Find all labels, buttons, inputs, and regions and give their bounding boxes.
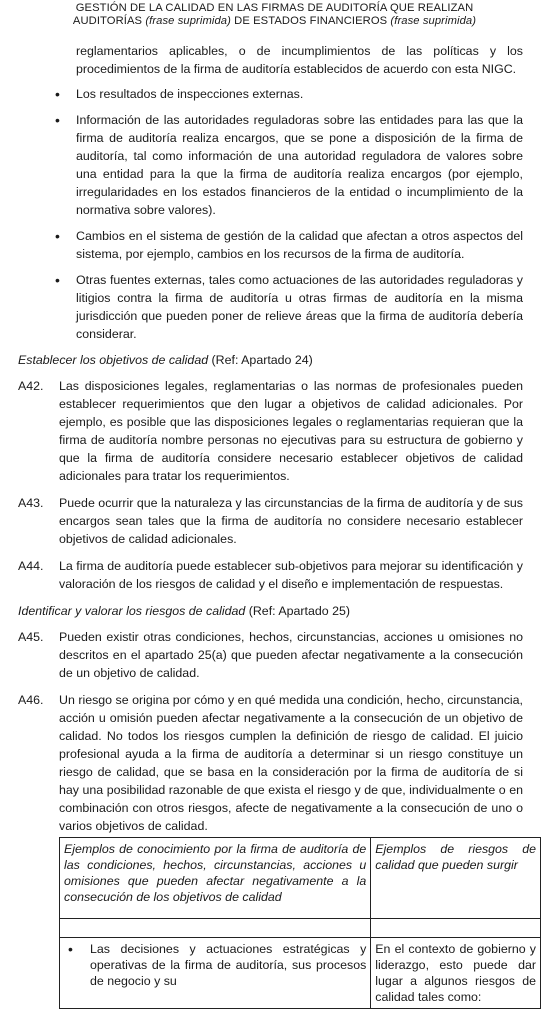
paragraph-a42 bbox=[18, 377, 523, 485]
document-body bbox=[0, 42, 549, 1009]
paragraph-number: A45. bbox=[18, 630, 44, 644]
bullet-item: • Información de las autoridades reguladoras sobre las entidades para las que la firma de auditoría realiza encargos, que se pone a disposición de la firma de auditoría, tal como información de una autoridad reguladora de valores sobre una entidad para la que la firma de auditoría realiza encargos (por ejemplo, irregularidades en los estados financieros de la entidad o incumplimiento de la normativa sobre valores). bbox=[18, 111, 523, 219]
bullet-item: • Cambios en el sistema de gestión de la calidad que afectan a otros aspectos del sistema, por ejemplo, cambios en los recursos de la firma de auditoría. bbox=[18, 227, 523, 263]
paragraph-number: A44. bbox=[18, 559, 44, 573]
examples-table bbox=[59, 837, 541, 1009]
paragraph-a46 bbox=[18, 691, 523, 835]
bullet-item: • Los resultados de inspecciones externas. bbox=[18, 85, 523, 103]
paragraph-a43 bbox=[18, 494, 523, 548]
page-header bbox=[0, 0, 549, 30]
paragraph-text: Pueden existir otras condiciones, hechos, circunstancias, acciones u omisiones no descritos en el apartado 25(a) que pueden afectar negativamente a la consecución de un objetivo de calidad. bbox=[59, 630, 523, 680]
paragraph-number: A46. bbox=[18, 693, 44, 707]
paragraph-a45 bbox=[18, 628, 523, 682]
table-header-row bbox=[60, 838, 541, 919]
table-header-right: Ejemplos de riesgos de calidad que pueden surgir bbox=[371, 838, 541, 919]
paragraph-text: La firma de auditoría puede establecer sub-objetivos para mejorar su identificación y valoración de los riesgos de calidad y el diseño e implementación de respuestas. bbox=[59, 559, 523, 591]
paragraph-number: A43. bbox=[18, 496, 44, 510]
paragraph-text: Puede ocurrir que la naturaleza y las circunstancias de la firma de auditoría y de sus encargos sean tales que la firma de auditoría no considere necesario establecer objetivos de calidad adicionales. bbox=[59, 496, 523, 546]
intro-continuation: reglamentarios aplicables, o de incumplimientos de las políticas y los procedimientos de la firma de auditoría establecidos de acuerdo con esta NIGC. bbox=[76, 44, 523, 76]
table-cell-right: En el contexto de gobierno y liderazgo, esto puede dar lugar a algunos riesgos de calidad tales como: bbox=[371, 938, 541, 1009]
paragraph-text: Las disposiciones legales, reglamentarias o las normas de profesionales pueden establecer requerimientos que den lugar a objetivos de calidad adicionales. Por ejemplo, es posible que las disposiciones legales o reglamentarias requieran que la firma de auditoría nombre personas no ejecutivas para su estructura de gobierno y que la firma de auditoría considere necesario establecer objetivos de calidad adicionales para tratar los requerimientos. bbox=[59, 379, 523, 483]
table-row bbox=[60, 938, 541, 1009]
header-line-2: AUDITORÍAS (frase suprimida) DE ESTADOS FINANCIEROS (frase suprimida) bbox=[72, 15, 477, 27]
table-spacer-row bbox=[60, 919, 541, 938]
section-heading-objectives: Establecer los objetivos de calidad (Ref: Apartado 24) bbox=[18, 353, 313, 367]
bullet-list bbox=[18, 85, 523, 343]
paragraph-a44 bbox=[18, 557, 523, 593]
bullet-item: • Otras fuentes externas, tales como actuaciones de las autoridades reguladoras y litigios contra la firma de auditoría u otras firmas de auditoría en la misma jurisdicción que pueden poner de relieve áreas que la firma de auditoría debería considerar. bbox=[18, 271, 523, 343]
paragraph-text: Un riesgo se origina por cómo y en qué medida una condición, hecho, circunstancia, acción u omisión pueden afectar negativamente a la consecución de un objetivo de calidad. No todos los riesgos cumplen la definición de riesgo de calidad. El juicio profesional ayuda a la firma de auditoría a determinar si un riesgo constituye un riesgo de calidad, que se basa en la consideración por la firma de auditoría de si hay una posibilidad razonable de que exista el riesgo y de que, individualmente o en combinación con otros riesgos, afecte de negativamente a la consecución de uno o varios objetivos de calidad. bbox=[59, 693, 523, 833]
table-cell-left: • Las decisiones y actuaciones estratégicas y operativas de la firma de auditoría, sus procesos de negocio y su bbox=[60, 938, 371, 1009]
header-line-1: GESTIÓN DE LA CALIDAD EN LAS FIRMAS DE AUDITORÍA QUE REALIZAN bbox=[75, 2, 474, 14]
paragraph-number: A42. bbox=[18, 379, 44, 393]
section-heading-risks: Identificar y valorar los riesgos de calidad (Ref: Apartado 25) bbox=[18, 604, 350, 618]
table-header-left: Ejemplos de conocimiento por la firma de auditoría de las condiciones, hechos, circunstancias, acciones u omisiones que pueden afectar negativamente a la consecución de los objetivos de calidad bbox=[60, 838, 371, 919]
